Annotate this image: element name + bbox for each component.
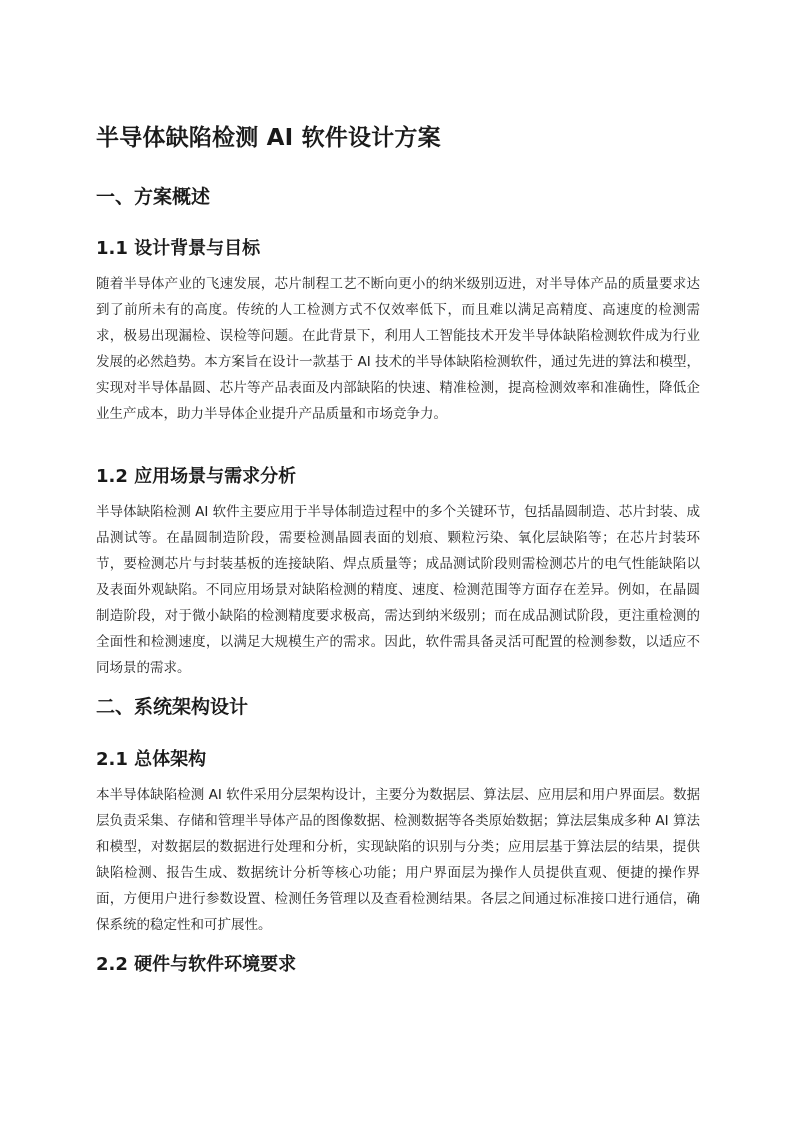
document-title: 半导体缺陷检测 AI 软件设计方案 [96, 125, 441, 151]
subsection-heading-background: 1.1 设计背景与目标 [96, 238, 261, 259]
paragraph-overall-architecture: 本半导体缺陷检测 AI 软件采用分层架构设计，主要分为数据层、算法层、应用层和用户界面层。数据层负责采集、存储和管理半导体产品的图像数据、检测数据等各类原始数据；算法层集成多种 AI 算法和模型，对数据层的数据进行处理和分析，实现缺陷的识别与分类；应用层基于算法层的结果，提供缺陷检测、报告生成、数据统计分析等核心功能；用户界面层为操作人员提供直观、便捷的操作界面，方便用户进行参数设置、检测任务管理以及查看检测结果。各层之间通过标准接口进行通信，确保系统的稳定性和可扩展性。 [96, 787, 700, 933]
subsection-heading-environment: 2.2 硬件与软件环境要求 [96, 954, 297, 975]
paragraph-background: 随着半导体产业的飞速发展，芯片制程工艺不断向更小的纳米级别迈进，对半导体产品的质量要求达到了前所未有的高度。传统的人工检测方式不仅效率低下，而且难以满足高精度、高速度的检测需求，极易出现漏检、误检等问题。在此背景下，利用人工智能技术开发半导体缺陷检测软件成为行业发展的必然趋势。本方案旨在设计一款基于 AI 技术的半导体缺陷检测软件，通过先进的算法和模型，实现对半导体晶圆、芯片等产品表面及内部缺陷的快速、精准检测，提高检测效率和准确性，降低企业生产成本，助力半导体企业提升产品质量和市场竞争力。 [96, 276, 700, 422]
section-heading-architecture: 二、系统架构设计 [96, 696, 249, 718]
subsection-heading-overall-architecture: 2.1 总体架构 [96, 749, 207, 770]
subsection-heading-scenarios: 1.2 应用场景与需求分析 [96, 466, 297, 487]
paragraph-scenarios: 半导体缺陷检测 AI 软件主要应用于半导体制造过程中的多个关键环节，包括晶圆制造、芯片封装、成品测试等。在晶圆制造阶段，需要检测晶圆表面的划痕、颗粒污染、氧化层缺陷等；在芯片封装环节，要检测芯片与封装基板的连接缺陷、焊点质量等；成品测试阶段则需检测芯片的电气性能缺陷以及表面外观缺陷。不同应用场景对缺陷检测的精度、速度、检测范围等方面存在差异。例如，在晶圆制造阶段，对于微小缺陷的检测精度要求极高，需达到纳米级别；而在成品测试阶段，更注重检测的全面性和检测速度，以满足大规模生产的需求。因此，软件需具备灵活可配置的检测参数，以适应不同场景的需求。 [96, 504, 700, 676]
section-heading-overview: 一、方案概述 [96, 186, 211, 208]
